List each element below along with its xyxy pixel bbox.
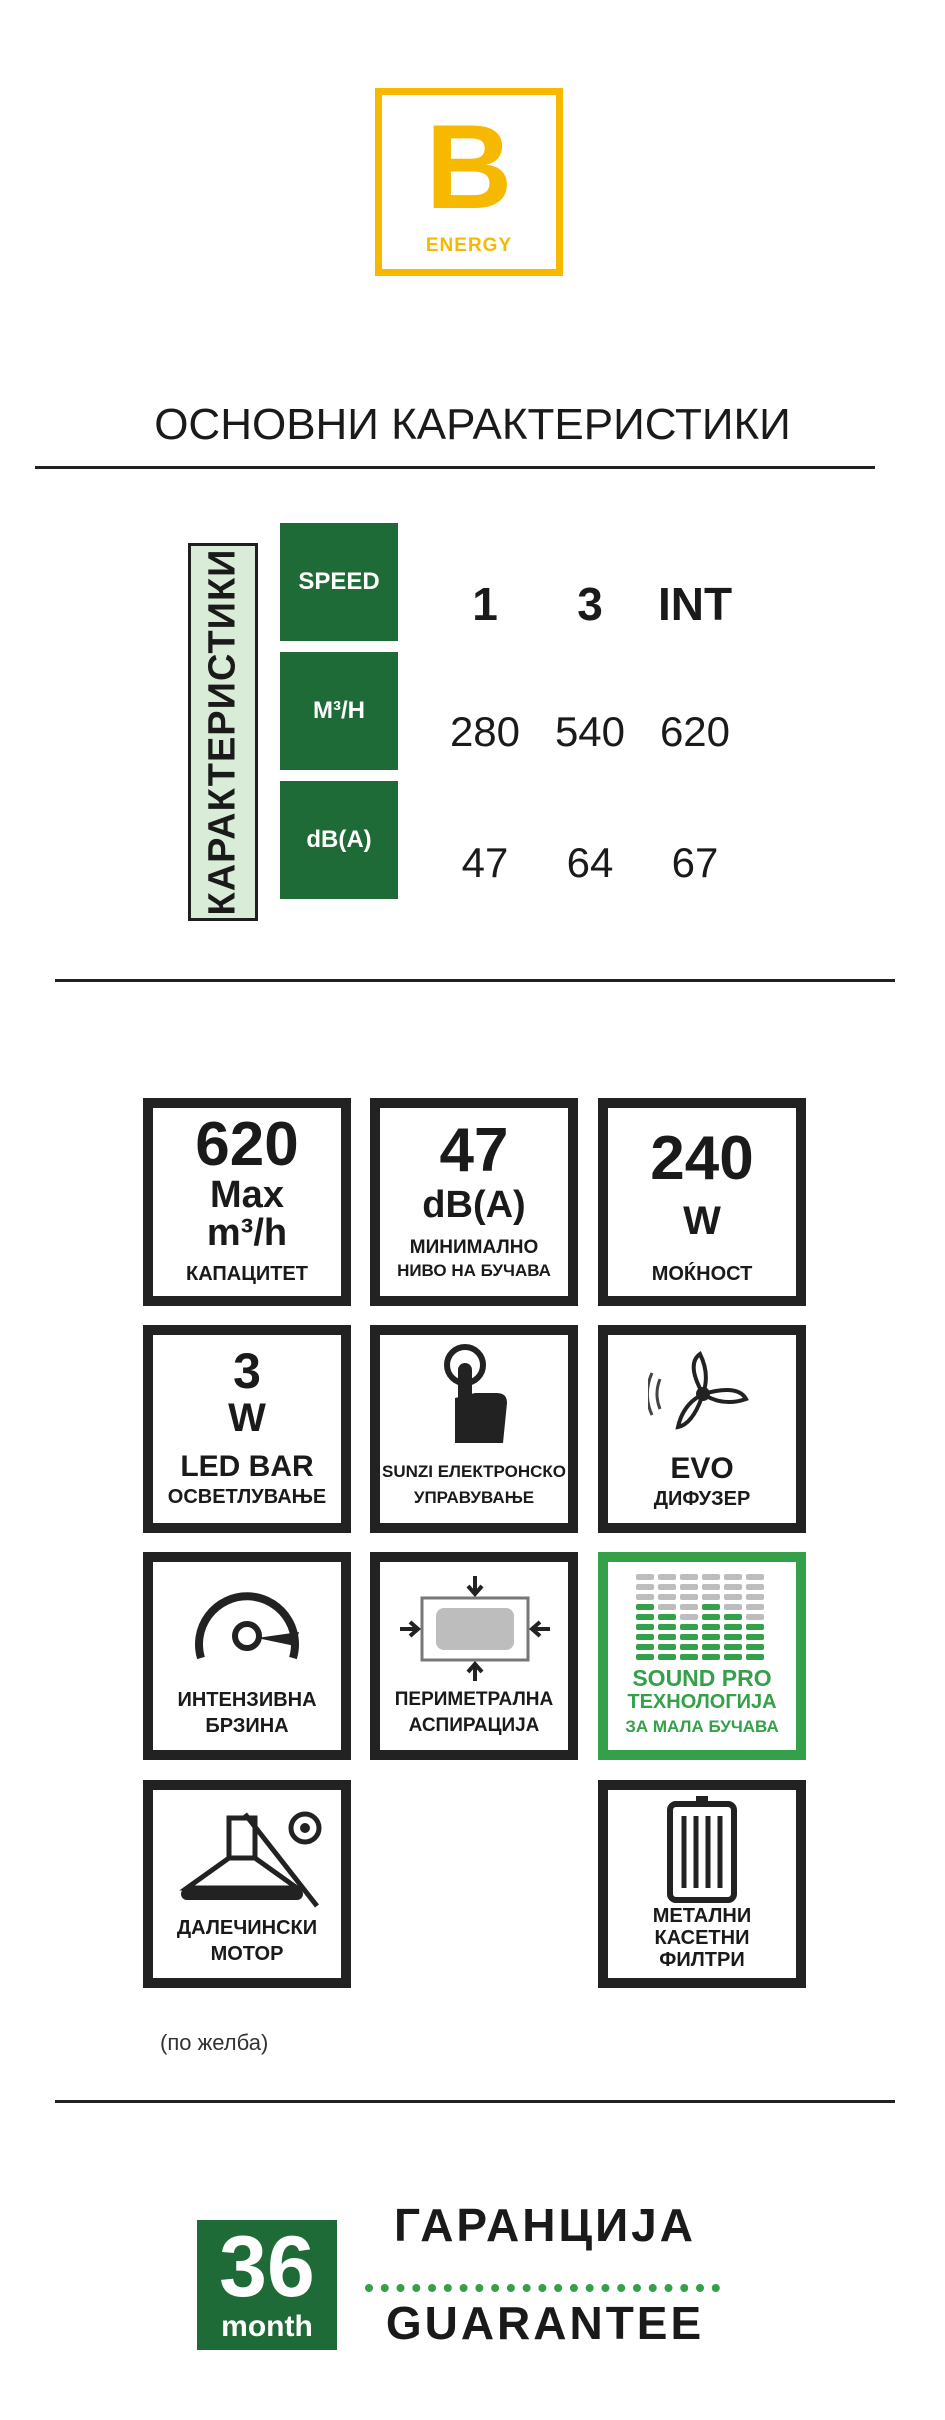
speed-header-cell [280, 523, 398, 641]
capacity-value: 620 [195, 1110, 299, 1179]
speed-value-2: 3 [577, 578, 603, 630]
optional-note: (по желба) [160, 2030, 269, 2055]
equalizer-bar [746, 1644, 764, 1650]
divider [55, 979, 895, 982]
equalizer-bar [680, 1604, 698, 1610]
equalizer-bar [746, 1634, 764, 1640]
noise-min-value: 47 [439, 1116, 509, 1185]
noise-unit: dB(A) [422, 1184, 526, 1226]
equalizer-bar [658, 1604, 676, 1610]
noise-value-2: 64 [566, 839, 614, 886]
equalizer-bar [702, 1654, 720, 1660]
guarantee-unit: month [221, 2310, 313, 2343]
control-caption-2: УПРАВУВАЊЕ [413, 1488, 535, 1507]
led-value: 3 [233, 1343, 261, 1399]
characteristics-vertical-label [188, 543, 258, 921]
equalizer-bar [702, 1604, 720, 1610]
section-title: ОСНОВНИ КАРАКТЕРИСТИКИ [154, 400, 791, 449]
equalizer-bar [658, 1574, 676, 1580]
equalizer-bar [724, 1584, 742, 1590]
equalizer-bar [724, 1594, 742, 1600]
equalizer-bar [658, 1614, 676, 1620]
equalizer-bar [702, 1594, 720, 1600]
speed-value-3: INT [657, 578, 733, 630]
led-unit: W [228, 1396, 266, 1440]
power-unit: W [683, 1199, 721, 1243]
remote-caption-1: ДАЛЕЧИНСКИ [176, 1917, 318, 1939]
diffuser-caption-2: ДИФУЗЕР [653, 1488, 751, 1510]
equalizer-bar [636, 1584, 654, 1590]
equalizer-bar [636, 1614, 654, 1620]
airflow-header-cell [280, 652, 398, 770]
diffuser-caption-1: EVO [670, 1452, 734, 1485]
noise-value-3: 67 [671, 839, 719, 886]
speed-label: SPEED [298, 568, 380, 595]
control-caption-1: SUNZI ЕЛЕКТРОНСКО [381, 1462, 566, 1481]
equalizer-bar [724, 1644, 742, 1650]
filters-caption-1: МЕТАЛНИ [652, 1905, 752, 1927]
guarantee-title-mk: ГАРАНЦИЈА [394, 2199, 696, 2251]
fan-icon [648, 1349, 758, 1439]
equalizer-bar [702, 1624, 720, 1630]
equalizer-bar [658, 1594, 676, 1600]
equalizer-bar [746, 1654, 764, 1660]
electronic-control-tile [370, 1325, 578, 1533]
capacity-caption: КАПАЦИТЕТ [186, 1263, 308, 1285]
noise-caption-2: НИВО НА БУЧАВА [397, 1261, 551, 1280]
airflow-label: M³/H [313, 697, 365, 724]
capacity-tile [143, 1098, 351, 1306]
noise-caption-1: МИНИМАЛНО [409, 1237, 539, 1258]
equalizer-bar [746, 1584, 764, 1590]
equalizer-bar [636, 1574, 654, 1580]
equalizer-bar [680, 1654, 698, 1660]
equalizer-bar [680, 1624, 698, 1630]
perimeter-aspiration-icon [400, 1576, 550, 1681]
equalizer-bar [724, 1604, 742, 1610]
airflow-value-2: 540 [554, 708, 626, 755]
equalizer-bar [680, 1574, 698, 1580]
characteristics-vertical-text: КАРАКТЕРИСТИКИ [201, 548, 244, 916]
guarantee-number: 36 [219, 2219, 315, 2315]
equalizer-bar [680, 1614, 698, 1620]
metal-filters-tile [598, 1780, 806, 1988]
cassette-filter-icon [666, 1796, 738, 1904]
equalizer-bar [636, 1624, 654, 1630]
equalizer-bar [746, 1624, 764, 1630]
equalizer-bar [636, 1634, 654, 1640]
equalizer-bar [724, 1574, 742, 1580]
equalizer-bar [680, 1584, 698, 1590]
equalizer-bar [680, 1634, 698, 1640]
capacity-max: Max [210, 1174, 284, 1216]
equalizer-bar [702, 1584, 720, 1590]
energy-label: ENERGY [425, 235, 513, 256]
boost-caption-2: БРЗИНА [205, 1715, 289, 1737]
sound-caption-2: ТЕХНОЛОГИЈА [627, 1691, 777, 1713]
remote-caption-2: МОТОР [210, 1943, 284, 1965]
equalizer-bar [746, 1604, 764, 1610]
equalizer-bar [702, 1614, 720, 1620]
equalizer-bar [746, 1574, 764, 1580]
noise-label: dB(A) [306, 826, 372, 853]
equalizer-bar [724, 1624, 742, 1630]
equalizer-bar [636, 1644, 654, 1650]
evo-diffuser-tile [598, 1325, 806, 1533]
energy-class-letter: B [425, 100, 513, 234]
equalizer-bar [680, 1594, 698, 1600]
equalizer-bar [658, 1584, 676, 1590]
equalizer-bar [658, 1634, 676, 1640]
energy-class-badge [375, 88, 563, 276]
power-value: 240 [650, 1124, 754, 1193]
equalizer-bar [724, 1654, 742, 1660]
equalizer-bar [658, 1624, 676, 1630]
perimeter-caption-1: ПЕРИМЕТРАЛНА [394, 1689, 554, 1710]
equalizer-bar [636, 1594, 654, 1600]
speedometer-icon [187, 1576, 307, 1671]
equalizer-bar [724, 1614, 742, 1620]
led-caption-2: ОСВЕТЛУВАЊЕ [167, 1486, 327, 1508]
power-tile [598, 1098, 806, 1306]
remote-motor-tile [143, 1780, 351, 1988]
guarantee-title-en: GUARANTEE [385, 2297, 705, 2349]
noise-header-cell [280, 781, 398, 899]
boost-caption-1: ИНТЕНЗИВНА [177, 1689, 317, 1711]
airflow-value-3: 620 [659, 708, 731, 755]
equalizer-bar [636, 1654, 654, 1660]
sound-caption-3: ЗА МАЛА БУЧАВА [625, 1717, 779, 1736]
led-tile [143, 1325, 351, 1533]
equalizer-bar [658, 1644, 676, 1650]
equalizer-bar [702, 1634, 720, 1640]
equalizer-bar [702, 1644, 720, 1650]
equalizer-bar [724, 1634, 742, 1640]
perimeter-caption-2: АСПИРАЦИЈА [408, 1715, 540, 1736]
equalizer-bar [702, 1574, 720, 1580]
equalizer-bar [658, 1654, 676, 1660]
airflow-value-1: 280 [449, 708, 521, 755]
led-caption-1: LED BAR [180, 1450, 314, 1483]
equalizer-bar [680, 1644, 698, 1650]
divider [35, 466, 875, 469]
speed-value-1: 1 [472, 578, 498, 630]
noise-tile [370, 1098, 578, 1306]
equalizer-icon [632, 1572, 772, 1668]
divider [55, 2100, 895, 2103]
filters-caption-2: КАСЕТНИ [654, 1927, 750, 1949]
touch-hand-icon [435, 1343, 515, 1453]
remote-motor-hood-icon [167, 1800, 337, 1910]
sound-caption-1: SOUND PRO [632, 1665, 772, 1691]
guarantee-dotted-divider [365, 2284, 720, 2292]
capacity-unit: m³/h [206, 1212, 288, 1254]
power-caption: МОЌНОСТ [651, 1263, 753, 1285]
filters-caption-3: ФИЛТРИ [659, 1949, 745, 1971]
intensive-speed-tile [143, 1552, 351, 1760]
equalizer-bar [746, 1594, 764, 1600]
guarantee-months-badge [197, 2220, 337, 2350]
equalizer-bar [746, 1614, 764, 1620]
sound-pro-tile [598, 1552, 806, 1760]
perimeter-aspiration-tile [370, 1552, 578, 1760]
equalizer-bar [636, 1604, 654, 1610]
noise-value-1: 47 [461, 839, 509, 886]
